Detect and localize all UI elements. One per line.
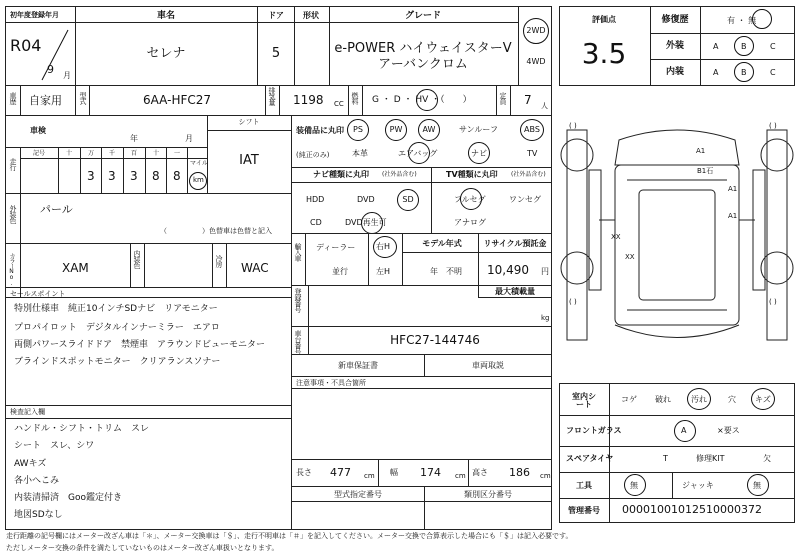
grade-line1: e-POWER ハイウェイスターV — [334, 41, 512, 56]
door-count: 5 — [271, 46, 281, 61]
inspector-line-5: 内装清掃済 Goo鑑定付き — [14, 493, 122, 503]
shift-label: シフト — [238, 118, 260, 126]
import-dealer: ディーラー — [316, 243, 356, 252]
length-unit: cm — [364, 472, 375, 480]
width-unit: cm — [455, 472, 466, 480]
width-label: 幅 — [390, 468, 398, 477]
height-unit: cm — [540, 472, 551, 480]
grade-label: グレード — [404, 11, 442, 21]
month-unit: 月 — [63, 71, 71, 80]
score-value: 3.5 — [581, 37, 627, 70]
person-unit: 人 — [541, 102, 548, 110]
name-label: 車名 — [156, 11, 176, 21]
mileage-hdr-ichi: 一 — [174, 150, 181, 157]
interior-sheet-label: 室内シート — [572, 392, 596, 409]
inspection-month: 月 — [185, 134, 193, 143]
ext-label: 外装 — [665, 41, 685, 51]
sheet-hole: 穴 — [728, 395, 736, 404]
displacement-label: 排気量 — [268, 87, 276, 105]
spare-label: スペアタイヤ — [566, 454, 614, 463]
ext-grade-b: B — [741, 42, 747, 51]
length-value: 477 — [330, 466, 351, 479]
class-number-label: 類別区分番号 — [464, 490, 512, 499]
nav-dvd-play: DVD再生可 — [345, 218, 387, 227]
inspector-label: 検査記入欄 — [10, 408, 45, 416]
ext-grade-c: C — [770, 42, 776, 51]
km-label: km — [193, 176, 204, 184]
fullseg-circle — [460, 188, 482, 210]
type-number-label: 型式指定番号 — [334, 490, 382, 499]
mileage-digit-5: 8 — [173, 169, 181, 183]
mile-label: マイル — [190, 160, 208, 167]
int-label: 内装 — [665, 67, 685, 77]
mileage-label: 走行 — [9, 158, 17, 170]
tv-sub: (社外品含む) — [511, 171, 546, 178]
drive-4wd: 4WD — [526, 57, 546, 66]
inspector-line-4: 各小へこみ — [14, 476, 60, 486]
equip-aw: AW — [422, 125, 436, 134]
load-unit: kg — [541, 314, 550, 322]
mileage-hdr-ju: 十 — [153, 150, 160, 157]
footer-line-1: 走行距離の記号欄にはメーター改ざん車は「＊」、メーター交換車は「＄」、走行不明車は「＃」を記入してください。メーター交換で合算表示した場合にも「＄」は記入必要です。 — [6, 532, 573, 540]
mileage-digit-4: 8 — [152, 169, 160, 183]
import-left: 左H — [376, 267, 391, 276]
airbag-circle — [408, 142, 430, 164]
shift-value: IAT — [239, 153, 259, 168]
height-value: 186 — [509, 466, 530, 479]
jack-label: ジャッキ — [682, 481, 714, 490]
equip-pw: PW — [389, 125, 403, 134]
import-label: 輸入車 — [294, 243, 302, 261]
mileage-hdr-symbol: 記号 — [33, 150, 46, 157]
mileage-hdr-hyaku: 百 — [131, 150, 138, 157]
tv-fullseg: フルセグ — [454, 195, 486, 204]
mileage-hdr-10man: 十 — [66, 150, 73, 157]
dvd-play-circle — [361, 212, 383, 234]
nav-sd: SD — [402, 195, 414, 204]
usage-value: 自家用 — [29, 94, 62, 107]
nav-sub: (社外品含む) — [382, 171, 417, 178]
mileage-hdr-sen: 千 — [109, 150, 116, 157]
tv-oneseg: ワンセグ — [509, 195, 541, 204]
shape-label: 形状 — [303, 11, 319, 20]
displacement-value: 1198 — [293, 93, 324, 107]
sales-line-1: 特別仕様車 純正10インチSDナビ リアモニター — [14, 304, 218, 314]
wheel-rr — [761, 252, 793, 284]
diagram-mark-5: XX — [611, 233, 621, 241]
equip-ps: PS — [353, 125, 363, 134]
sales-line-3: 両側パワースライドドア 禁煙車 アラウンドビューモニター — [14, 340, 266, 350]
chassis-label: 車台番号 — [294, 330, 302, 354]
inspector-line-1: ハンドル・シフト・トリム スレ — [14, 424, 150, 434]
sheet-stain: 汚れ — [691, 395, 707, 404]
equip-navi: ナビ — [471, 149, 487, 158]
usage-label: 車歴 — [9, 92, 17, 104]
import-parallel: 並行 — [332, 267, 348, 276]
model-year-label: モデル年式 — [422, 239, 462, 248]
reg-label: 初年度登録年月 — [10, 11, 59, 19]
sheet-burn: コゲ — [621, 395, 637, 404]
car-diagram — [559, 110, 795, 380]
restore-label: 修復歴 — [661, 15, 689, 25]
restore-value: 有 ・ 無 — [727, 16, 757, 25]
score-label: 評価点 — [592, 15, 616, 24]
mileage-hdr-man: 万 — [88, 150, 95, 157]
chassis-value: HFC27-144746 — [390, 333, 480, 347]
equip-leather: 本革 — [352, 149, 368, 158]
bracket-tr: ( ) — [769, 122, 777, 130]
inspector-line-6: 地図SDなし — [14, 510, 63, 520]
nav-label: ナビ種類に丸印 — [313, 170, 369, 179]
exterior-note: （ ）色替車は色替と記入 — [160, 227, 272, 235]
exterior-value: パール — [40, 203, 73, 216]
load-label: 最大積載量 — [495, 287, 535, 296]
sheet-tear: 破れ — [655, 395, 671, 404]
tv-label: TV種類に丸印 — [446, 170, 498, 179]
width-value: 174 — [420, 466, 441, 479]
fuel-label: 燃料 — [351, 92, 359, 104]
nav-hdd: HDD — [306, 195, 325, 204]
int-grade-a: A — [713, 68, 719, 77]
mgmt-value: 00001001012510000372 — [622, 503, 762, 516]
drive-2wd: 2WD — [526, 26, 546, 35]
hv-circle — [416, 89, 438, 111]
spare-kit: 修理KIT — [696, 454, 725, 463]
sales-label: セールスポイント — [10, 290, 66, 298]
wheel-rl — [561, 252, 593, 284]
car-name: セレナ — [146, 46, 186, 61]
tools-value: 無 — [630, 481, 638, 490]
diagram-mark-3: A1 — [728, 185, 738, 193]
footer-line-2: ただしメーター交換の条件を満たしていないものはメーター改ざん車扱いとなります。 — [6, 544, 279, 552]
nav-cd: CD — [310, 218, 322, 227]
import-right: 右H — [376, 242, 391, 251]
equip-airbag: エアバッグ — [398, 149, 438, 158]
inspection-label: 車検 — [30, 126, 46, 135]
jack-value: 無 — [753, 481, 761, 490]
color-no-label: カラーNo. — [8, 253, 15, 286]
recycle-unit: 円 — [541, 267, 549, 276]
bracket-br: ( ) — [769, 298, 777, 306]
windshield-label: フロントガラス — [566, 426, 622, 435]
grade-line2: アーバンクロム — [378, 57, 468, 72]
diagram-mark-1: A1 — [696, 147, 706, 155]
fuel-value: G ・ D ・ HV ・（ ） — [372, 95, 472, 105]
recycle-value: 10,490 — [487, 263, 529, 277]
capacity-label: 定員 — [499, 92, 507, 104]
model-year-value: 年 不明 — [430, 267, 462, 276]
spare-none: 欠 — [763, 454, 771, 463]
mileage-digit-2: 3 — [108, 169, 116, 183]
exterior-label: 外装色 — [9, 205, 17, 223]
wheel-fr — [761, 139, 793, 171]
capacity-value: 7 — [524, 93, 532, 107]
int-grade-b: B — [741, 68, 747, 77]
cc-unit: CC — [334, 100, 344, 108]
ext-grade-a: A — [713, 42, 719, 51]
new-warranty-label: 新車保証書 — [338, 361, 378, 370]
restore-none-circle — [752, 9, 772, 29]
model-value: 6AA-HFC27 — [142, 93, 212, 107]
color-no-value: XAM — [62, 261, 89, 275]
reg-era: R04 — [10, 36, 42, 55]
sheet-scratch: キズ — [755, 395, 771, 404]
bracket-tl: ( ) — [569, 122, 577, 130]
inspector-line-3: AWキズ — [14, 459, 47, 469]
interior-color-label: 内装色 — [133, 250, 141, 268]
equipment-sub: (純正のみ) — [296, 151, 330, 159]
height-label: 高さ — [472, 468, 488, 477]
sales-line-2: プロパイロット デジタルインナーミラー エアロ — [14, 323, 220, 333]
ac-label: 冷房 — [215, 255, 223, 267]
windshield-a: A — [681, 426, 687, 435]
equipment-label: 装備品に丸印 — [296, 126, 344, 135]
equip-sunroof: サンルーフ — [459, 125, 498, 134]
reg-month: 9 — [47, 63, 54, 76]
diagram-mark-4: A1 — [728, 212, 738, 220]
inspector-line-2: シート スレ、シワ — [14, 441, 95, 451]
tools-label: 工具 — [576, 481, 592, 490]
mgmt-label: 管理番号 — [568, 506, 600, 515]
door-label: ドア — [268, 11, 284, 20]
int-grade-c: C — [770, 68, 776, 77]
tv-analog: アナログ — [454, 218, 486, 227]
wheel-fl — [561, 139, 593, 171]
inspection-year: 年 — [130, 134, 138, 143]
bracket-bl: ( ) — [569, 298, 577, 306]
equip-tv: TV — [527, 149, 538, 158]
diagram-mark-2: B1石 — [697, 167, 714, 175]
diagram-mark-6: XX — [625, 253, 635, 261]
equip-abs: ABS — [524, 125, 540, 134]
recycle-label: リサイクル預託金 — [483, 239, 547, 248]
reg-number-label: 登録番号 — [294, 288, 302, 312]
windshield-replace: ×要ス — [717, 426, 740, 435]
ac-value: WAC — [241, 261, 269, 275]
mileage-digit-3: 3 — [130, 169, 138, 183]
manual-label: 車両取説 — [472, 361, 504, 370]
length-label: 長さ — [296, 468, 312, 477]
sales-line-4: ブラインドスポットモニター クリアランスソナー — [14, 357, 221, 367]
notes-label: 注意事項・不具合箇所 — [296, 379, 366, 387]
model-label: 型式 — [79, 92, 87, 104]
spare-t: T — [663, 454, 668, 463]
nav-dvd: DVD — [357, 195, 375, 204]
mileage-digit-1: 3 — [87, 169, 95, 183]
